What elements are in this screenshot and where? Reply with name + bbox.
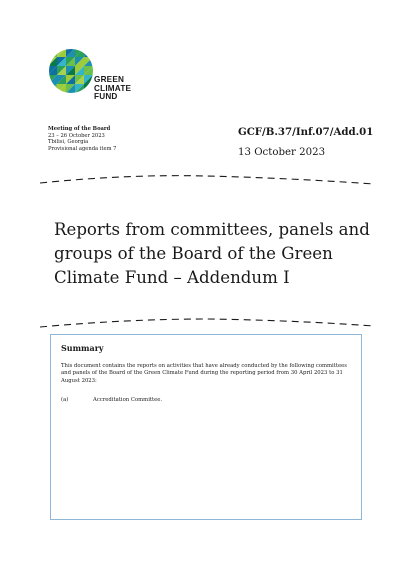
globe-facet xyxy=(84,48,93,57)
globe-facet xyxy=(93,48,94,57)
globe-facet xyxy=(93,57,94,66)
list-item-text: Accreditation Committee. xyxy=(93,397,163,403)
globe-facet xyxy=(93,66,94,75)
gcf-globe-icon xyxy=(48,48,94,94)
globe-facet xyxy=(57,48,66,57)
globe-facet xyxy=(66,93,75,94)
meeting-info xyxy=(48,126,198,152)
summary-heading: Summary xyxy=(61,343,104,353)
document-title: Reports from committees, panels and groups of the Board of the Green Climate Fund – Addendum I xyxy=(54,220,370,287)
document-symbol: GCF/B.37/Inf.07/Add.01 xyxy=(238,126,374,138)
globe-facet xyxy=(93,48,94,57)
globe-facet xyxy=(48,57,57,66)
globe-facet xyxy=(57,93,66,94)
meeting-location: Tbilisi, Georgia xyxy=(48,139,89,146)
summary-box xyxy=(50,334,362,520)
gcf-logo xyxy=(48,48,148,112)
globe-facet xyxy=(48,93,57,94)
divider-wave-bottom xyxy=(38,315,376,329)
summary-list-item xyxy=(61,397,162,403)
globe-facet xyxy=(84,84,93,93)
meeting-agenda-item: Provisional agenda item 7 xyxy=(48,145,117,152)
list-item-marker: (a) xyxy=(61,397,69,403)
meeting-dates: 23 – 26 October 2023 xyxy=(48,132,105,139)
globe-facet xyxy=(48,48,57,57)
globe-facet xyxy=(75,93,84,94)
meeting-title: Meeting of the Board xyxy=(48,126,111,132)
globe-facet xyxy=(84,93,93,94)
logo-wordmark xyxy=(94,76,131,102)
document-date: 13 October 2023 xyxy=(238,147,326,158)
globe-facet xyxy=(93,57,94,66)
logo-line-3: FUND xyxy=(94,92,118,102)
globe-facet xyxy=(66,93,75,94)
globe-facet xyxy=(48,84,57,93)
logo-line-1: GREEN xyxy=(94,75,125,84)
globe-facet xyxy=(93,66,94,75)
globe-facet xyxy=(57,93,66,94)
divider-wave-top xyxy=(38,172,376,186)
logo-line-2: CLIMATE xyxy=(94,83,132,93)
globe-facet xyxy=(84,93,93,94)
summary-body: This document contains the reports on activities that have already conducted by the following committees and panels of the Board of the Green Climate Fund during the reporting period from 30 April 2023 to 31 August 2023: xyxy=(61,363,347,384)
globe-facet xyxy=(75,93,84,94)
globe-facet xyxy=(48,93,57,94)
